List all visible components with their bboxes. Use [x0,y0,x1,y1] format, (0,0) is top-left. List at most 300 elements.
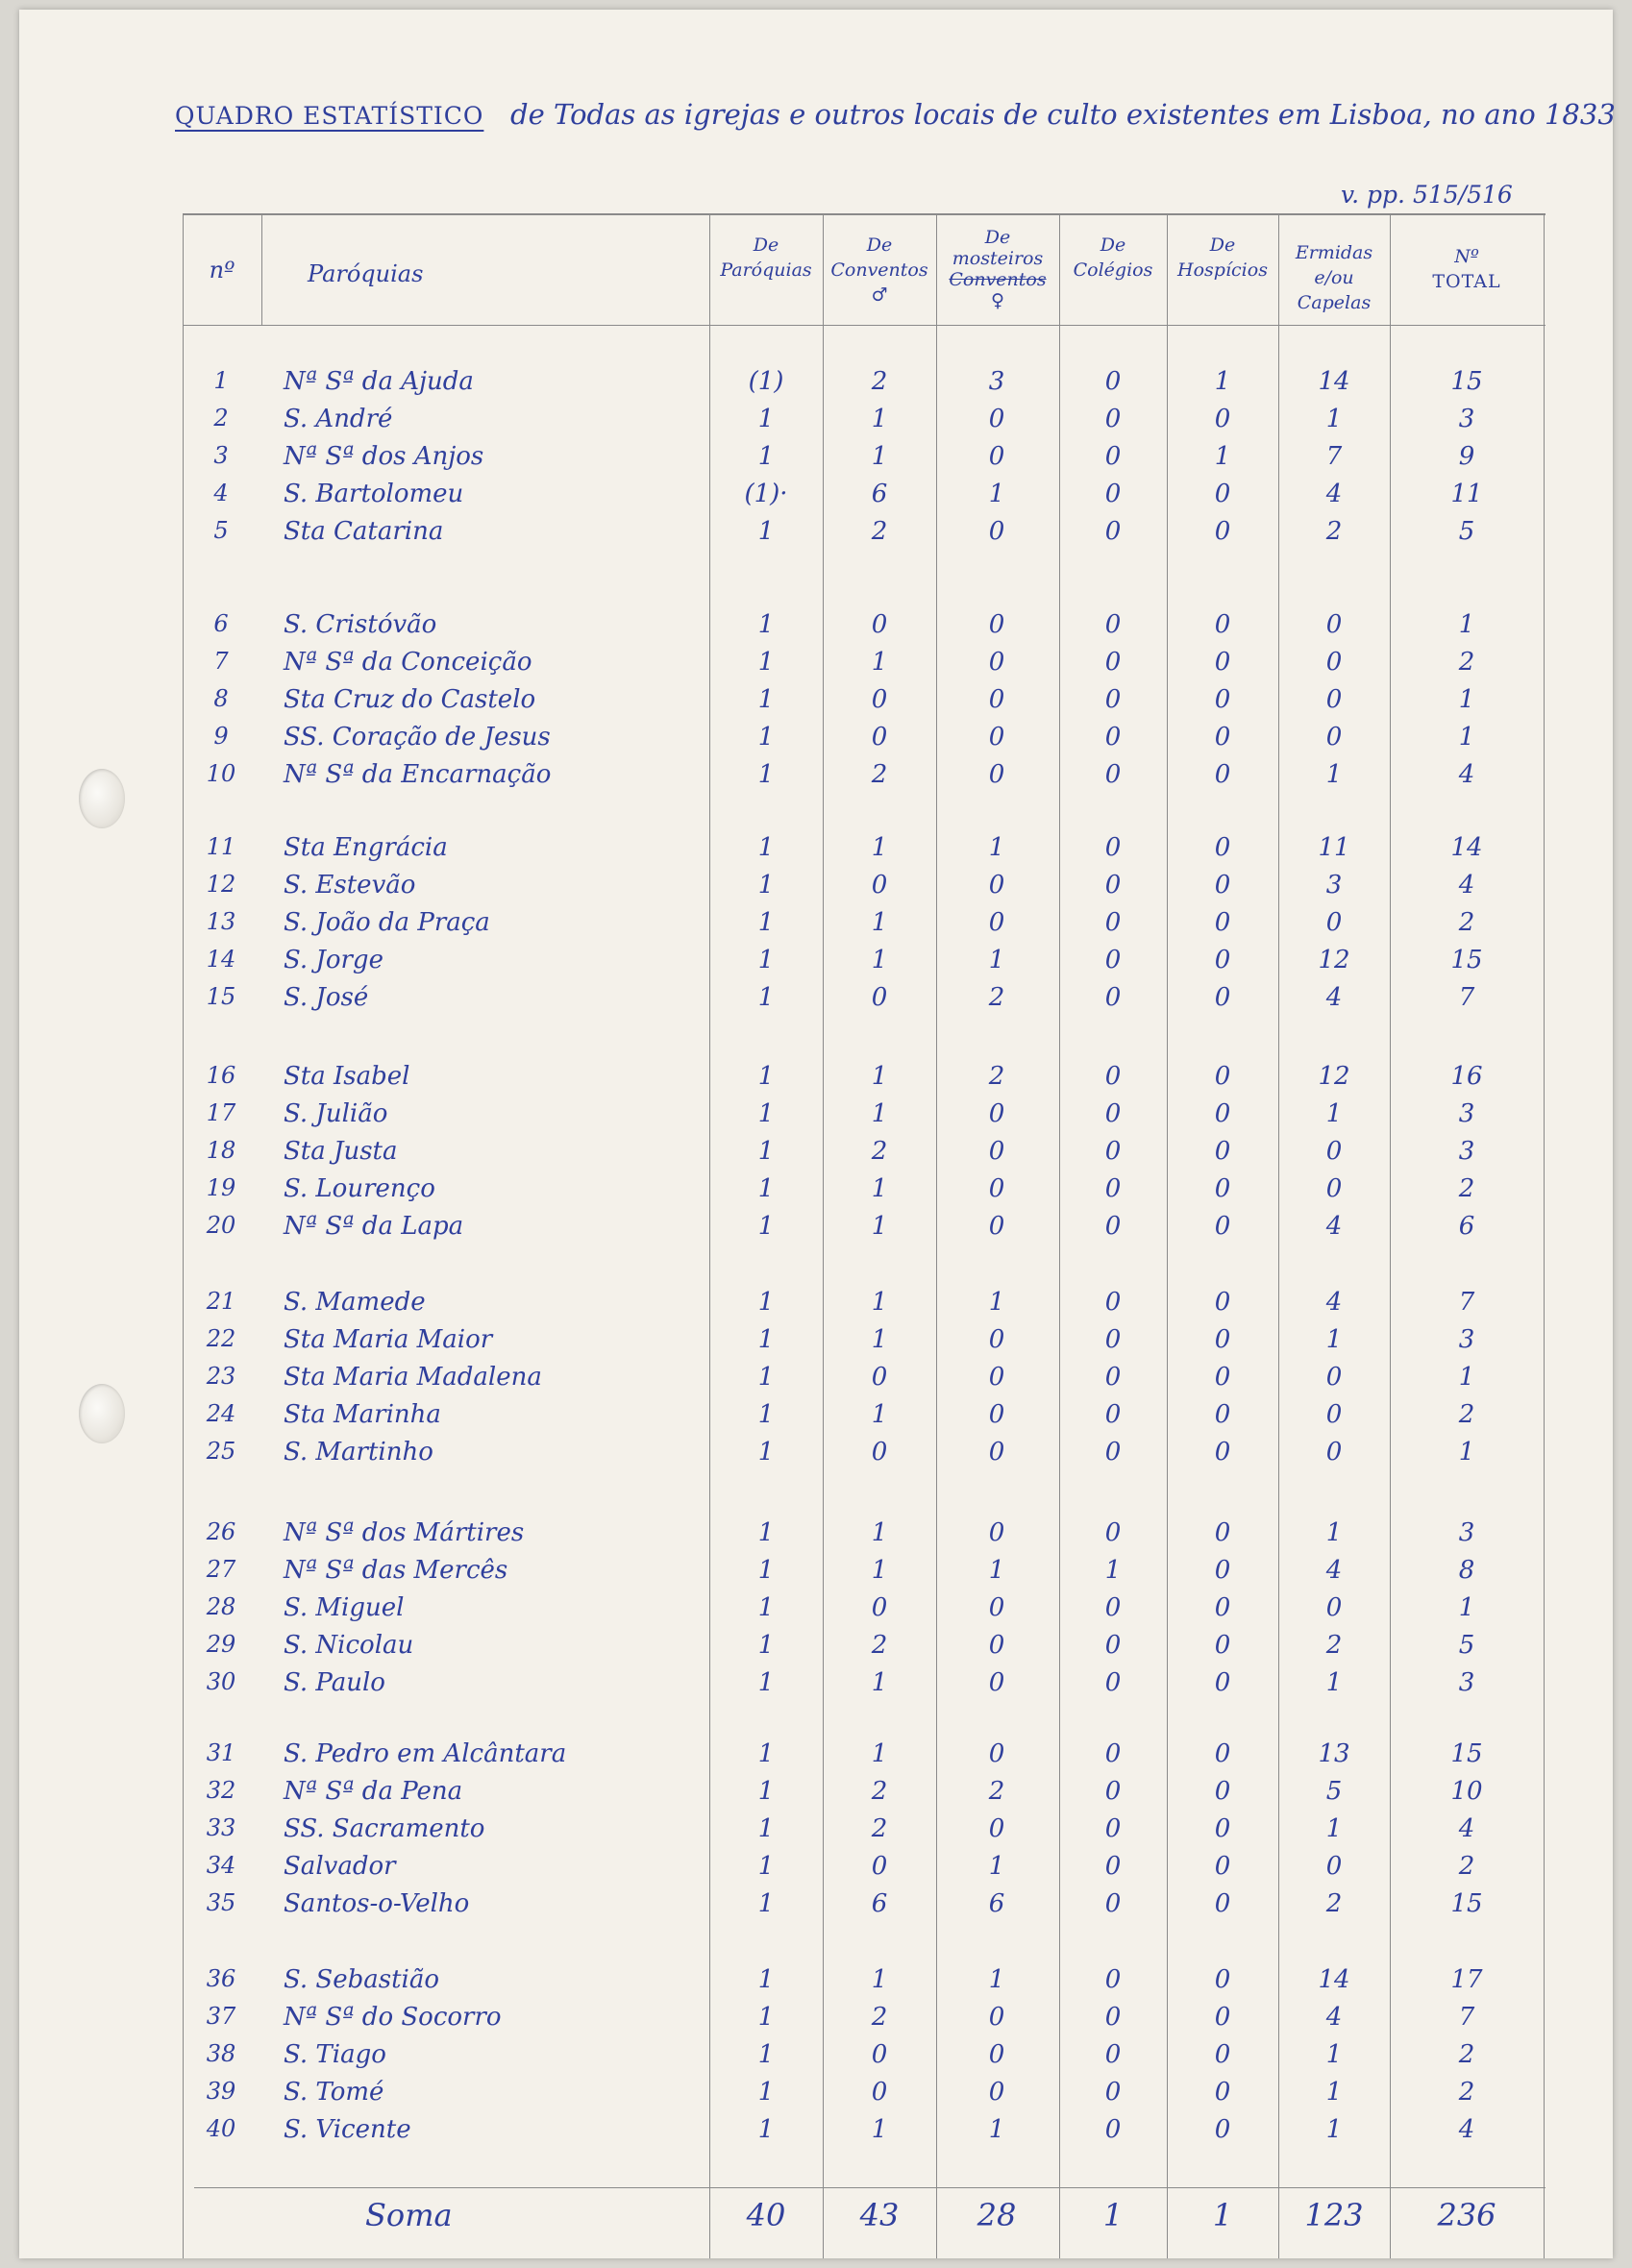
cell-ermidas: 4 [1325,1556,1343,1585]
parish-name: SS. Coração de Jesus [284,723,551,752]
cell-conventos-female: 0 [988,760,1005,789]
cell-hospicios: 0 [1214,517,1231,546]
cell-colegios: 0 [1104,1739,1122,1768]
header-conventos-female: De mosteiros Conventos ♀ [949,227,1047,311]
cell-ermidas: 1 [1325,1325,1343,1354]
cell-conventos-male: 0 [871,983,888,1012]
parish-name: S. Bartolomeu [284,480,464,508]
cell-conventos-male: 0 [871,2040,888,2069]
cell-conventos-male: 1 [871,1965,888,1994]
cell-conventos-male: 2 [871,1777,888,1806]
parish-name: S. Martinho [284,1438,433,1467]
table-row [19,1739,1613,1778]
table-row [19,1438,1613,1476]
cell-hospicios: 0 [1214,983,1231,1012]
parish-name: Sta Cruz do Castelo [284,685,536,714]
cell-total: 14 [1450,833,1483,862]
cell-colegios: 0 [1104,648,1122,677]
cell-paroquias: 1 [757,871,775,900]
cell-paroquias: 1 [757,1325,775,1354]
cell-conventos-male: 6 [871,1889,888,1918]
row-number: 1 [213,367,229,394]
row-number: 14 [206,946,236,973]
cell-paroquias: 1 [757,1438,775,1467]
parish-name: Nª Sª dos Anjos [284,442,484,471]
row-number: 12 [206,871,236,898]
cell-hospicios: 1 [1214,367,1231,396]
cell-conventos-female: 0 [988,1099,1005,1128]
table-row [19,1965,1613,2004]
cell-hospicios: 0 [1214,871,1231,900]
cell-colegios: 0 [1104,2115,1122,2144]
cell-conventos-male: 1 [871,1325,888,1354]
cell-paroquias: 1 [757,1174,775,1203]
cell-conventos-male: 1 [871,1174,888,1203]
cell-ermidas: 0 [1325,648,1343,677]
cell-total: 5 [1458,517,1475,546]
cell-ermidas: 1 [1325,2078,1343,2107]
cell-total: 11 [1450,480,1483,508]
cell-ermidas: 3 [1325,871,1343,900]
parish-name: S. Mamede [284,1288,426,1317]
row-number: 16 [206,1062,236,1089]
cell-total: 16 [1450,1062,1483,1091]
cell-hospicios: 0 [1214,1965,1231,1994]
cell-conventos-male: 2 [871,367,888,396]
table-row [19,833,1613,872]
cell-conventos-female: 0 [988,723,1005,752]
cell-total: 15 [1450,1889,1483,1918]
cell-colegios: 0 [1104,1889,1122,1918]
cell-paroquias: 1 [757,405,775,433]
cell-conventos-female: 0 [988,442,1005,471]
cell-total: 2 [1458,2078,1475,2107]
parish-name: S. Cristóvão [284,610,437,639]
row-number: 25 [206,1438,236,1465]
cell-conventos-male: 2 [871,2003,888,2032]
cell-colegios: 0 [1104,1212,1122,1241]
cell-paroquias: 1 [757,648,775,677]
cell-paroquias: 1 [757,983,775,1012]
cell-conventos-female: 6 [988,1889,1005,1918]
table-row [19,1668,1613,1707]
cell-conventos-female: 0 [988,2003,1005,2032]
header-num: nº [209,257,235,284]
cell-ermidas: 4 [1325,480,1343,508]
soma-conventos-female: 28 [977,2197,1017,2233]
cell-conventos-male: 0 [871,685,888,714]
cell-conventos-male: 0 [871,610,888,639]
cell-ermidas: 0 [1325,1852,1343,1881]
soma-total: 236 [1437,2197,1496,2233]
row-number: 9 [213,723,229,750]
cell-conventos-male: 2 [871,1137,888,1166]
cell-conventos-male: 0 [871,1363,888,1392]
cell-hospicios: 0 [1214,1814,1231,1843]
cell-conventos-female: 0 [988,2078,1005,2107]
cell-paroquias: 1 [757,1400,775,1429]
cell-hospicios: 0 [1214,946,1231,974]
cell-colegios: 0 [1104,517,1122,546]
table-row [19,983,1613,1022]
parish-name: S. João da Praça [284,908,490,937]
cell-conventos-female: 0 [988,1438,1005,1467]
cell-ermidas: 0 [1325,1174,1343,1203]
row-number: 38 [206,2040,236,2067]
cell-paroquias: 1 [757,1668,775,1697]
row-number: 13 [206,908,236,935]
cell-total: 3 [1458,1325,1475,1354]
cell-ermidas: 2 [1325,1631,1343,1660]
parish-name: Nª Sª da Conceição [284,648,532,677]
cell-conventos-male: 1 [871,1288,888,1317]
cell-total: 3 [1458,1137,1475,1166]
cell-paroquias: 1 [757,685,775,714]
cell-ermidas: 4 [1325,983,1343,1012]
parish-name: S. Lourenço [284,1174,435,1203]
cell-conventos-male: 1 [871,405,888,433]
cell-ermidas: 4 [1325,1288,1343,1317]
header-colegios: De Colégios [1073,234,1153,281]
table-row [19,1400,1613,1439]
cell-conventos-male: 1 [871,1556,888,1585]
cell-ermidas: 12 [1318,946,1350,974]
row-number: 6 [213,610,229,637]
cell-conventos-female: 1 [988,833,1005,862]
parish-name: S. José [284,983,369,1012]
cell-hospicios: 0 [1214,1062,1231,1091]
cell-colegios: 1 [1104,1556,1122,1585]
cell-conventos-female: 0 [988,1739,1005,1768]
document-sheet [19,10,1616,2258]
cell-paroquias: 1 [757,1739,775,1768]
cell-conventos-female: 1 [988,2115,1005,2144]
title-rest: de Todas as igrejas e outros locais de culto existentes em Lisboa, no ano 1833 [510,98,1616,131]
row-number: 2 [213,405,229,431]
cell-conventos-female: 0 [988,1814,1005,1843]
cell-paroquias: 1 [757,946,775,974]
cell-ermidas: 0 [1325,1137,1343,1166]
table-row [19,871,1613,909]
cell-conventos-male: 1 [871,1212,888,1241]
cell-paroquias: 1 [757,610,775,639]
parish-name: Salvador [284,1852,396,1881]
cell-paroquias: 1 [757,833,775,862]
cell-total: 15 [1450,1739,1483,1768]
cell-colegios: 0 [1104,833,1122,862]
cell-total: 4 [1458,1814,1475,1843]
table-row [19,723,1613,761]
parish-name: S. Nicolau [284,1631,414,1660]
cell-total: 1 [1458,1363,1475,1392]
cell-total: 1 [1458,1593,1475,1622]
cell-ermidas: 1 [1325,760,1343,789]
cell-total: 7 [1458,1288,1475,1317]
table-row [19,1777,1613,1815]
cell-total: 2 [1458,2040,1475,2069]
cell-ermidas: 1 [1325,1518,1343,1547]
cell-ermidas: 0 [1325,1363,1343,1392]
parish-name: S. Julião [284,1099,388,1128]
cell-ermidas: 4 [1325,2003,1343,2032]
cell-hospicios: 0 [1214,1400,1231,1429]
cell-colegios: 0 [1104,1852,1122,1881]
parish-name: S. Jorge [284,946,383,974]
cell-conventos-female: 0 [988,1325,1005,1354]
cell-total: 3 [1458,405,1475,433]
cell-ermidas: 1 [1325,1814,1343,1843]
table-row [19,1325,1613,1364]
parish-name: S. André [284,405,393,433]
cell-conventos-male: 2 [871,1631,888,1660]
cell-paroquias: 1 [757,1518,775,1547]
row-number: 36 [206,1965,236,1992]
parish-name: Nª Sª dos Mártires [284,1518,525,1547]
cell-colegios: 0 [1104,908,1122,937]
row-number: 19 [206,1174,236,1201]
row-number: 3 [213,442,229,469]
cell-conventos-male: 0 [871,723,888,752]
cell-conventos-female: 0 [988,517,1005,546]
parish-name: Sta Engrácia [284,833,448,862]
soma-paroquias: 40 [746,2197,786,2233]
parish-name: Nª Sª da Pena [284,1777,463,1806]
cell-paroquias: 1 [757,1593,775,1622]
cell-conventos-female: 1 [988,480,1005,508]
cell-colegios: 0 [1104,1174,1122,1203]
header-ermidas: Ermidas e/ou Capelas [1295,242,1373,313]
table-row [19,2040,1613,2079]
cell-ermidas: 14 [1318,367,1350,396]
parish-name: SS. Sacramento [284,1814,485,1843]
row-number: 32 [206,1777,236,1804]
table-row [19,1556,1613,1594]
cell-paroquias: 1 [757,1965,775,1994]
cell-conventos-male: 0 [871,871,888,900]
parish-name: Sta Catarina [284,517,444,546]
cell-paroquias: 1 [757,1137,775,1166]
cell-colegios: 0 [1104,685,1122,714]
cell-conventos-male: 1 [871,1518,888,1547]
parish-name: Santos-o-Velho [284,1889,470,1918]
cell-paroquias: 1 [757,1777,775,1806]
cell-ermidas: 1 [1325,405,1343,433]
cell-conventos-female: 0 [988,1668,1005,1697]
cell-paroquias: 1 [757,1556,775,1585]
cell-conventos-male: 1 [871,1739,888,1768]
cell-conventos-female: 0 [988,610,1005,639]
cell-total: 1 [1458,610,1475,639]
parish-name: S. Pedro em Alcântara [284,1739,567,1768]
cell-paroquias: 1 [757,1852,775,1881]
cell-hospicios: 0 [1214,833,1231,862]
cell-conventos-male: 6 [871,480,888,508]
cell-colegios: 0 [1104,1518,1122,1547]
cell-ermidas: 0 [1325,610,1343,639]
cell-hospicios: 0 [1214,648,1231,677]
header-paroquias: De Paróquias [720,234,812,281]
parish-name: S. Vicente [284,2115,411,2144]
cell-conventos-female: 1 [988,1556,1005,1585]
cell-total: 2 [1458,1400,1475,1429]
cell-hospicios: 0 [1214,1668,1231,1697]
row-number: 17 [206,1099,236,1126]
soma-hospicios: 1 [1212,2197,1233,2233]
cell-conventos-male: 1 [871,2115,888,2144]
row-number: 28 [206,1593,236,1620]
cell-conventos-female: 0 [988,2040,1005,2069]
cell-total: 1 [1458,723,1475,752]
row-number: 22 [206,1325,236,1352]
cell-conventos-male: 1 [871,648,888,677]
cell-total: 4 [1458,760,1475,789]
cell-ermidas: 11 [1318,833,1350,862]
title-lead: QUADRO ESTATÍSTICO [175,102,484,130]
cell-conventos-male: 0 [871,1852,888,1881]
cell-hospicios: 0 [1214,1174,1231,1203]
row-number: 7 [213,648,229,675]
cell-paroquias: (1) [748,367,784,396]
cell-conventos-male: 2 [871,1814,888,1843]
cell-hospicios: 0 [1214,2040,1231,2069]
cell-ermidas: 1 [1325,1099,1343,1128]
cell-conventos-male: 1 [871,1400,888,1429]
cell-conventos-male: 0 [871,1438,888,1467]
table-row [19,442,1613,481]
table-row [19,908,1613,947]
row-number: 4 [213,480,229,506]
cell-conventos-female: 0 [988,1593,1005,1622]
parish-name: Sta Maria Maior [284,1325,493,1354]
cell-hospicios: 0 [1214,1739,1231,1768]
row-number: 18 [206,1137,236,1164]
table-row [19,1288,1613,1326]
cell-hospicios: 0 [1214,723,1231,752]
row-number: 35 [206,1889,236,1916]
table-row [19,1631,1613,1669]
cell-paroquias: 1 [757,908,775,937]
parish-name: Nª Sª das Mercês [284,1556,508,1585]
cell-total: 10 [1450,1777,1483,1806]
row-number: 10 [206,760,236,787]
cell-paroquias: 1 [757,2003,775,2032]
soma-label: Soma [365,2197,453,2233]
cell-colegios: 0 [1104,1631,1122,1660]
cell-total: 9 [1458,442,1475,471]
soma-colegios: 1 [1102,2197,1124,2233]
soma-ermidas: 123 [1304,2197,1364,2233]
cell-hospicios: 0 [1214,2003,1231,2032]
cell-total: 2 [1458,1174,1475,1203]
cell-colegios: 0 [1104,1400,1122,1429]
cell-colegios: 0 [1104,1363,1122,1392]
cell-ermidas: 4 [1325,1212,1343,1241]
table-row [19,1062,1613,1100]
cell-conventos-female: 0 [988,1400,1005,1429]
cell-hospicios: 0 [1214,1777,1231,1806]
parish-name: Nª Sª do Socorro [284,2003,502,2032]
cell-paroquias: 1 [757,2115,775,2144]
cell-conventos-female: 0 [988,1137,1005,1166]
cell-conventos-female: 0 [988,685,1005,714]
cell-colegios: 0 [1104,1438,1122,1467]
table-row [19,946,1613,984]
row-number: 23 [206,1363,236,1390]
table-row [19,1593,1613,1632]
cell-conventos-male: 1 [871,833,888,862]
cell-conventos-male: 1 [871,1668,888,1697]
row-number: 37 [206,2003,236,2030]
cell-hospicios: 0 [1214,1137,1231,1166]
cell-paroquias: 1 [757,1814,775,1843]
cell-paroquias: 1 [757,1363,775,1392]
cell-hospicios: 0 [1214,2115,1231,2144]
cell-hospicios: 0 [1214,1518,1231,1547]
table-row [19,760,1613,799]
cell-conventos-male: 0 [871,2078,888,2107]
cell-ermidas: 1 [1325,2040,1343,2069]
cell-conventos-female: 0 [988,1363,1005,1392]
cell-conventos-female: 0 [988,1212,1005,1241]
cell-total: 7 [1458,983,1475,1012]
cell-paroquias: 1 [757,723,775,752]
cell-hospicios: 0 [1214,1631,1231,1660]
cell-conventos-female: 0 [988,1631,1005,1660]
cell-total: 2 [1458,648,1475,677]
cell-hospicios: 0 [1214,1556,1231,1585]
cell-hospicios: 0 [1214,1593,1231,1622]
cell-paroquias: 1 [757,2040,775,2069]
row-number: 39 [206,2078,236,2105]
cell-conventos-female: 2 [988,1062,1005,1091]
row-number: 24 [206,1400,236,1427]
cell-hospicios: 0 [1214,1288,1231,1317]
cell-total: 6 [1458,1212,1475,1241]
cell-ermidas: 12 [1318,1062,1350,1091]
cell-paroquias: 1 [757,2078,775,2107]
table-row [19,367,1613,406]
cell-colegios: 0 [1104,1668,1122,1697]
table-row [19,1212,1613,1250]
parish-name: Sta Justa [284,1137,398,1166]
cell-total: 15 [1450,367,1483,396]
cell-paroquias: 1 [757,442,775,471]
cell-total: 4 [1458,871,1475,900]
cell-paroquias: (1)· [744,480,788,508]
cell-hospicios: 0 [1214,2078,1231,2107]
row-number: 27 [206,1556,236,1583]
cell-hospicios: 0 [1214,685,1231,714]
table-row [19,1814,1613,1853]
table-row [19,517,1613,555]
row-number: 5 [213,517,229,544]
cell-colegios: 0 [1104,983,1122,1012]
table-row [19,1137,1613,1175]
table-row [19,1174,1613,1213]
cell-hospicios: 0 [1214,1889,1231,1918]
table-row [19,648,1613,686]
row-number: 8 [213,685,229,712]
cell-conventos-female: 2 [988,983,1005,1012]
page-reference: v. pp. 515/516 [1341,181,1513,209]
cell-hospicios: 0 [1214,760,1231,789]
cell-total: 4 [1458,2115,1475,2144]
cell-paroquias: 1 [757,1631,775,1660]
cell-ermidas: 14 [1318,1965,1350,1994]
cell-ermidas: 0 [1325,723,1343,752]
cell-colegios: 0 [1104,1137,1122,1166]
cell-total: 3 [1458,1099,1475,1128]
